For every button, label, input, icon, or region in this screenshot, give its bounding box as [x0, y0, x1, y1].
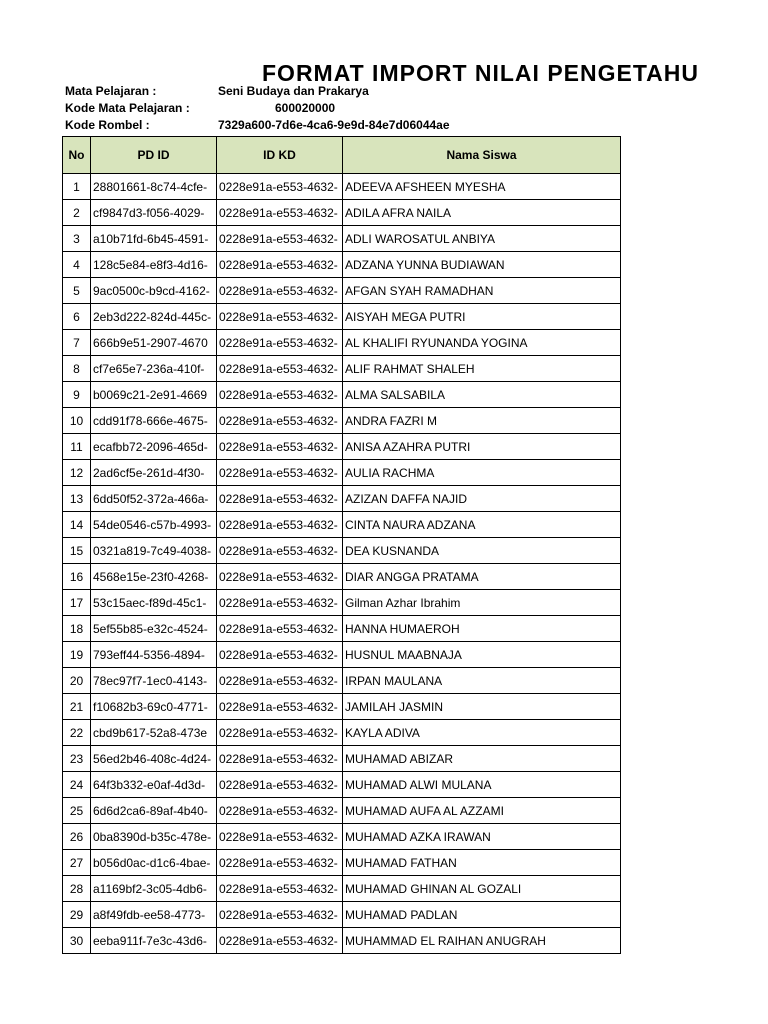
cell-pd-id[interactable]: 64f3b332-e0af-4d3d- — [91, 772, 217, 798]
cell-id-kd[interactable]: 0228e91a-e553-4632- — [217, 928, 343, 954]
cell-id-kd[interactable]: 0228e91a-e553-4632- — [217, 356, 343, 382]
cell-pd-id[interactable]: a8f49fdb-ee58-4773- — [91, 902, 217, 928]
table-row — [63, 876, 621, 902]
mapel-label: Mata Pelajaran : — [65, 84, 157, 98]
cell-pd-id[interactable]: a1169bf2-3c05-4db6- — [91, 876, 217, 902]
cell-nama-siswa[interactable]: MUHAMAD FATHAN — [343, 850, 621, 876]
cell-nama-siswa[interactable]: ADZANA YUNNA BUDIAWAN — [343, 252, 621, 278]
cell-id-kd[interactable]: 0228e91a-e553-4632- — [217, 434, 343, 460]
cell-pd-id[interactable]: 9ac0500c-b9cd-4162- — [91, 278, 217, 304]
cell-nama-siswa[interactable]: Gilman Azhar Ibrahim — [343, 590, 621, 616]
cell-no[interactable]: 1 — [63, 174, 91, 200]
kode-mapel-label: Kode Mata Pelajaran : — [65, 101, 190, 115]
cell-no[interactable]: 2 — [63, 200, 91, 226]
cell-no[interactable]: 4 — [63, 252, 91, 278]
cell-nama-siswa[interactable]: MUHAMAD ALWI MULANA — [343, 772, 621, 798]
header-no[interactable]: No — [63, 137, 91, 174]
cell-id-kd[interactable]: 0228e91a-e553-4632- — [217, 564, 343, 590]
table-row — [63, 356, 621, 382]
cell-pd-id[interactable]: 128c5e84-e8f3-4d16- — [91, 252, 217, 278]
page-title: FORMAT IMPORT NILAI PENGETAHU — [262, 60, 700, 86]
table-row — [63, 694, 621, 720]
cell-id-kd[interactable]: 0228e91a-e553-4632- — [217, 304, 343, 330]
cell-id-kd[interactable]: 0228e91a-e553-4632- — [217, 824, 343, 850]
cell-id-kd[interactable]: 0228e91a-e553-4632- — [217, 512, 343, 538]
cell-id-kd[interactable]: 0228e91a-e553-4632- — [217, 876, 343, 902]
cell-pd-id[interactable]: cdd91f78-666e-4675- — [91, 408, 217, 434]
table-row — [63, 928, 621, 954]
cell-nama-siswa[interactable]: CINTA NAURA ADZANA — [343, 512, 621, 538]
cell-no[interactable]: 17 — [63, 590, 91, 616]
cell-no[interactable]: 6 — [63, 304, 91, 330]
table-row — [63, 642, 621, 668]
table-row — [63, 720, 621, 746]
cell-no[interactable]: 5 — [63, 278, 91, 304]
cell-no[interactable]: 24 — [63, 772, 91, 798]
cell-id-kd[interactable]: 0228e91a-e553-4632- — [217, 174, 343, 200]
cell-pd-id[interactable]: 53c15aec-f89d-45c1- — [91, 590, 217, 616]
cell-id-kd[interactable]: 0228e91a-e553-4632- — [217, 720, 343, 746]
mapel-value: Seni Budaya dan Prakarya — [218, 84, 369, 98]
cell-pd-id[interactable]: 6d6d2ca6-89af-4b40- — [91, 798, 217, 824]
cell-no[interactable]: 29 — [63, 902, 91, 928]
table-row — [63, 772, 621, 798]
table-row — [63, 564, 621, 590]
table-header-row — [63, 137, 621, 174]
cell-nama-siswa[interactable]: DEA KUSNANDA — [343, 538, 621, 564]
cell-pd-id[interactable]: 4568e15e-23f0-4268- — [91, 564, 217, 590]
cell-id-kd[interactable]: 0228e91a-e553-4632- — [217, 694, 343, 720]
cell-pd-id[interactable]: 793eff44-5356-4894- — [91, 642, 217, 668]
cell-pd-id[interactable]: 54de0546-c57b-4993- — [91, 512, 217, 538]
cell-id-kd[interactable]: 0228e91a-e553-4632- — [217, 590, 343, 616]
cell-nama-siswa[interactable]: MUHAMAD AUFA AL AZZAMI — [343, 798, 621, 824]
cell-no[interactable]: 28 — [63, 876, 91, 902]
cell-no[interactable]: 16 — [63, 564, 91, 590]
cell-nama-siswa[interactable]: MUHAMMAD EL RAIHAN ANUGRAH — [343, 928, 621, 954]
cell-nama-siswa[interactable]: MUHAMAD PADLAN — [343, 902, 621, 928]
table-row — [63, 746, 621, 772]
student-table — [62, 136, 621, 954]
table-row — [63, 382, 621, 408]
table-row — [63, 616, 621, 642]
cell-pd-id[interactable]: cbd9b617-52a8-473e — [91, 720, 217, 746]
cell-no[interactable]: 8 — [63, 356, 91, 382]
cell-id-kd[interactable]: 0228e91a-e553-4632- — [217, 616, 343, 642]
cell-pd-id[interactable]: b056d0ac-d1c6-4bae- — [91, 850, 217, 876]
cell-no[interactable]: 7 — [63, 330, 91, 356]
header-nama-siswa[interactable]: Nama Siswa — [343, 137, 621, 174]
cell-pd-id[interactable]: 2ad6cf5e-261d-4f30- — [91, 460, 217, 486]
table-row — [63, 486, 621, 512]
cell-pd-id[interactable]: 0ba8390d-b35c-478e- — [91, 824, 217, 850]
table-row — [63, 538, 621, 564]
cell-nama-siswa[interactable]: ANISA AZAHRA PUTRI — [343, 434, 621, 460]
cell-id-kd[interactable]: 0228e91a-e553-4632- — [217, 772, 343, 798]
cell-nama-siswa[interactable]: AISYAH MEGA PUTRI — [343, 304, 621, 330]
cell-no[interactable]: 15 — [63, 538, 91, 564]
table-row — [63, 226, 621, 252]
cell-id-kd[interactable]: 0228e91a-e553-4632- — [217, 382, 343, 408]
table-row — [63, 824, 621, 850]
table-row — [63, 590, 621, 616]
kode-rombel-label: Kode Rombel : — [65, 118, 150, 132]
cell-id-kd[interactable]: 0228e91a-e553-4632- — [217, 850, 343, 876]
cell-pd-id[interactable]: ecafbb72-2096-465d- — [91, 434, 217, 460]
cell-nama-siswa[interactable]: ADEEVA AFSHEEN MYESHA — [343, 174, 621, 200]
cell-pd-id[interactable]: 5ef55b85-e32c-4524- — [91, 616, 217, 642]
cell-no[interactable]: 27 — [63, 850, 91, 876]
cell-nama-siswa[interactable]: HUSNUL MAABNAJA — [343, 642, 621, 668]
cell-no[interactable]: 9 — [63, 382, 91, 408]
cell-no[interactable]: 12 — [63, 460, 91, 486]
cell-nama-siswa[interactable]: ALIF RAHMAT SHALEH — [343, 356, 621, 382]
cell-id-kd[interactable]: 0228e91a-e553-4632- — [217, 460, 343, 486]
cell-nama-siswa[interactable]: HANNA HUMAEROH — [343, 616, 621, 642]
cell-no[interactable]: 20 — [63, 668, 91, 694]
cell-no[interactable]: 26 — [63, 824, 91, 850]
cell-no[interactable]: 22 — [63, 720, 91, 746]
header-id-kd[interactable]: ID KD — [217, 137, 343, 174]
cell-no[interactable]: 23 — [63, 746, 91, 772]
cell-nama-siswa[interactable]: ANDRA FAZRI M — [343, 408, 621, 434]
cell-pd-id[interactable]: cf9847d3-f056-4029- — [91, 200, 217, 226]
cell-nama-siswa[interactable]: JAMILAH JASMIN — [343, 694, 621, 720]
cell-id-kd[interactable]: 0228e91a-e553-4632- — [217, 200, 343, 226]
table-row — [63, 902, 621, 928]
table-row — [63, 278, 621, 304]
table-row — [63, 304, 621, 330]
cell-no[interactable]: 14 — [63, 512, 91, 538]
cell-no[interactable]: 11 — [63, 434, 91, 460]
cell-no[interactable]: 13 — [63, 486, 91, 512]
table-row — [63, 330, 621, 356]
table-row — [63, 460, 621, 486]
cell-no[interactable]: 25 — [63, 798, 91, 824]
cell-pd-id[interactable]: cf7e65e7-236a-410f- — [91, 356, 217, 382]
cell-pd-id[interactable]: 56ed2b46-408c-4d24- — [91, 746, 217, 772]
cell-nama-siswa[interactable]: AZIZAN DAFFA NAJID — [343, 486, 621, 512]
cell-id-kd[interactable]: 0228e91a-e553-4632- — [217, 798, 343, 824]
cell-nama-siswa[interactable]: KAYLA ADIVA — [343, 720, 621, 746]
cell-pd-id[interactable]: 666b9e51-2907-4670 — [91, 330, 217, 356]
cell-pd-id[interactable]: b0069c21-2e91-4669 — [91, 382, 217, 408]
cell-id-kd[interactable]: 0228e91a-e553-4632- — [217, 642, 343, 668]
cell-id-kd[interactable]: 0228e91a-e553-4632- — [217, 538, 343, 564]
table-row — [63, 252, 621, 278]
cell-id-kd[interactable]: 0228e91a-e553-4632- — [217, 252, 343, 278]
cell-no[interactable]: 18 — [63, 616, 91, 642]
cell-pd-id[interactable]: 28801661-8c74-4cfe- — [91, 174, 217, 200]
cell-id-kd[interactable]: 0228e91a-e553-4632- — [217, 408, 343, 434]
cell-id-kd[interactable]: 0228e91a-e553-4632- — [217, 668, 343, 694]
cell-nama-siswa[interactable]: MUHAMAD GHINAN AL GOZALI — [343, 876, 621, 902]
table-row — [63, 174, 621, 200]
cell-nama-siswa[interactable]: AULIA RACHMA — [343, 460, 621, 486]
cell-pd-id[interactable]: 78ec97f7-1ec0-4143- — [91, 668, 217, 694]
table-row — [63, 850, 621, 876]
table-row — [63, 668, 621, 694]
table-row — [63, 512, 621, 538]
cell-nama-siswa[interactable]: AL KHALIFI RYUNANDA YOGINA — [343, 330, 621, 356]
cell-nama-siswa[interactable]: MUHAMAD AZKA IRAWAN — [343, 824, 621, 850]
cell-nama-siswa[interactable]: ADLI WAROSATUL ANBIYA — [343, 226, 621, 252]
table-row — [63, 200, 621, 226]
header-pd-id[interactable]: PD ID — [91, 137, 217, 174]
cell-nama-siswa[interactable]: IRPAN MAULANA — [343, 668, 621, 694]
cell-nama-siswa[interactable]: ALMA SALSABILA — [343, 382, 621, 408]
cell-id-kd[interactable]: 0228e91a-e553-4632- — [217, 226, 343, 252]
cell-no[interactable]: 21 — [63, 694, 91, 720]
cell-pd-id[interactable]: 6dd50f52-372a-466a- — [91, 486, 217, 512]
cell-nama-siswa[interactable]: MUHAMAD ABIZAR — [343, 746, 621, 772]
cell-pd-id[interactable]: f10682b3-69c0-4771- — [91, 694, 217, 720]
cell-no[interactable]: 19 — [63, 642, 91, 668]
table-row — [63, 408, 621, 434]
cell-pd-id[interactable]: 0321a819-7c49-4038- — [91, 538, 217, 564]
cell-id-kd[interactable]: 0228e91a-e553-4632- — [217, 902, 343, 928]
cell-id-kd[interactable]: 0228e91a-e553-4632- — [217, 486, 343, 512]
cell-nama-siswa[interactable]: AFGAN SYAH RAMADHAN — [343, 278, 621, 304]
cell-no[interactable]: 3 — [63, 226, 91, 252]
table-row — [63, 434, 621, 460]
cell-id-kd[interactable]: 0228e91a-e553-4632- — [217, 278, 343, 304]
cell-no[interactable]: 10 — [63, 408, 91, 434]
kode-rombel-value: 7329a600-7d6e-4ca6-9e9d-84e7d06044ae — [218, 118, 450, 132]
cell-id-kd[interactable]: 0228e91a-e553-4632- — [217, 746, 343, 772]
kode-mapel-value: 600020000 — [275, 101, 336, 115]
cell-nama-siswa[interactable]: ADILA AFRA NAILA — [343, 200, 621, 226]
cell-pd-id[interactable]: eeba911f-7e3c-43d6- — [91, 928, 217, 954]
cell-no[interactable]: 30 — [63, 928, 91, 954]
table-row — [63, 798, 621, 824]
cell-pd-id[interactable]: a10b71fd-6b45-4591- — [91, 226, 217, 252]
cell-id-kd[interactable]: 0228e91a-e553-4632- — [217, 330, 343, 356]
cell-pd-id[interactable]: 2eb3d222-824d-445c- — [91, 304, 217, 330]
cell-nama-siswa[interactable]: DIAR ANGGA PRATAMA — [343, 564, 621, 590]
